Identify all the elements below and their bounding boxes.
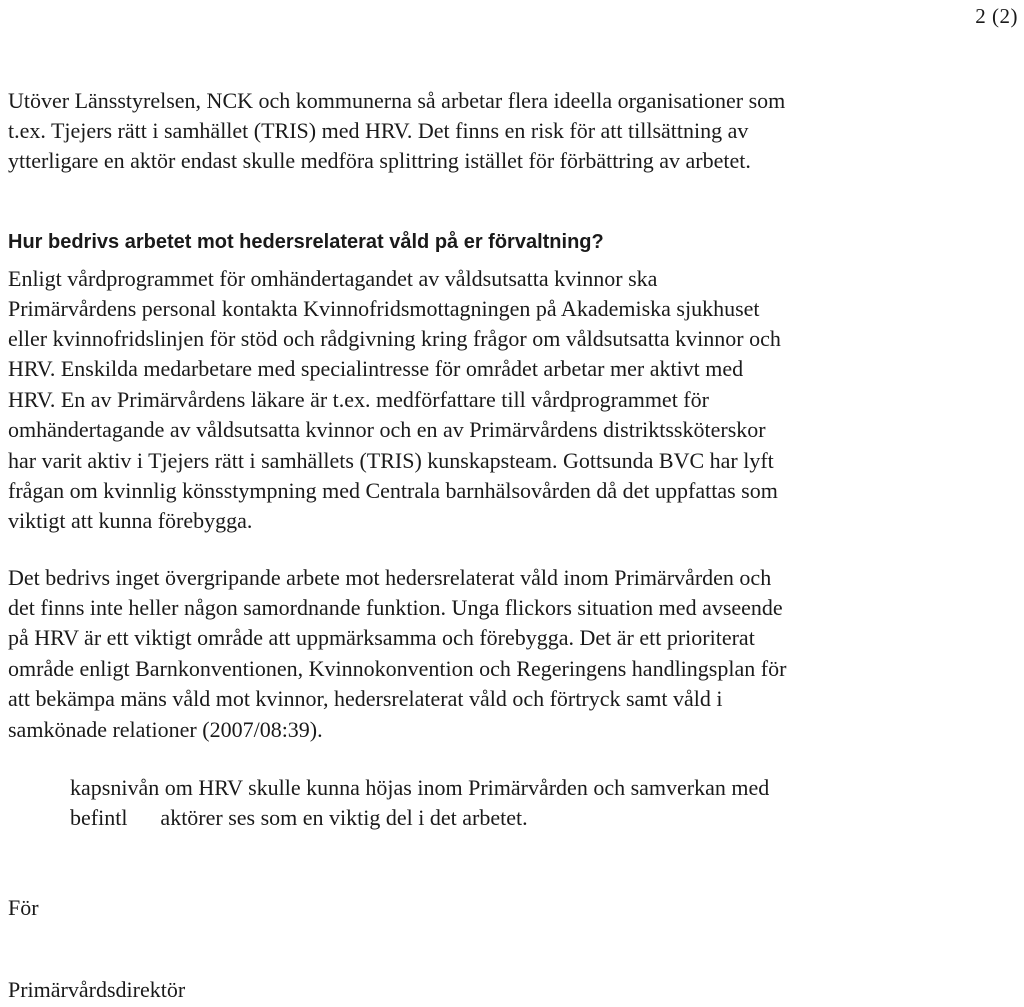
text-line: Enligt vårdprogrammet för omhändertagandet av våldsutsatta kvinnor ska (8, 266, 658, 291)
text-line: Det bedrivs inget övergripande arbete mot hedersrelaterat våld inom Primärvården och (8, 565, 772, 590)
text-line: samkönade relationer (2007/08:39). (8, 717, 323, 742)
text-line: viktigt att kunna förebygga. (8, 508, 253, 533)
page-number: 2 (2) (975, 4, 1018, 28)
text-line: befintl aktörer ses som en viktig del i det arbetet. (70, 805, 528, 830)
text-line: ytterligare en aktör endast skulle medföra splittring istället för förbättring av arbetet. (8, 148, 751, 173)
text-line: eller kvinnofridslinjen för stöd och rådgivning kring frågor om våldsutsatta kvinnor och (8, 326, 781, 351)
text-line: HRV. Enskilda medarbetare med specialintresse för området arbetar mer aktivt med (8, 356, 744, 381)
section-heading: Hur bedrivs arbetet mot hedersrelaterat våld på er förvaltning? (8, 231, 604, 253)
text-line: på HRV är ett viktigt område att uppmärksamma och förebygga. Det är ett prioriterat (8, 625, 755, 650)
text-line: HRV. En av Primärvårdens läkare är t.ex. medförfattare till vårdprogrammet för (8, 387, 709, 412)
text-line: frågan om kvinnlig könsstympning med Centrala barnhälsovården då det uppfattas som (8, 478, 778, 503)
signature-prefix: För (8, 895, 39, 920)
text-line: t.ex. Tjejers rätt i samhället (TRIS) med HRV. Det finns en risk för att tillsättning av (8, 118, 749, 143)
text-line: har varit aktiv i Tjejers rätt i samhällets (TRIS) kunskapsteam. Gottsunda BVC har lyft (8, 448, 774, 473)
text-line: kapsnivån om HRV skulle kunna höjas inom Primärvården och samverkan med (70, 775, 770, 800)
text-line: att bekämpa mäns våld mot kvinnor, hedersrelaterat våld och förtryck samt våld i (8, 686, 723, 711)
text-line: omhändertagande av våldsutsatta kvinnor och en av Primärvårdens distriktssköterskor (8, 417, 766, 442)
text-line: det finns inte heller någon samordnande funktion. Unga flickors situation med avseende (8, 595, 783, 620)
text-line: område enligt Barnkonventionen, Kvinnokonvention och Regeringens handlingsplan för (8, 656, 787, 681)
signature-title: Primärvårdsdirektör (8, 977, 186, 1002)
text-line: Primärvårdens personal kontakta Kvinnofridsmottagningen på Akademiska sjukhuset (8, 296, 760, 321)
text-line: Utöver Länsstyrelsen, NCK och kommunerna så arbetar flera ideella organisationer som (8, 88, 786, 113)
